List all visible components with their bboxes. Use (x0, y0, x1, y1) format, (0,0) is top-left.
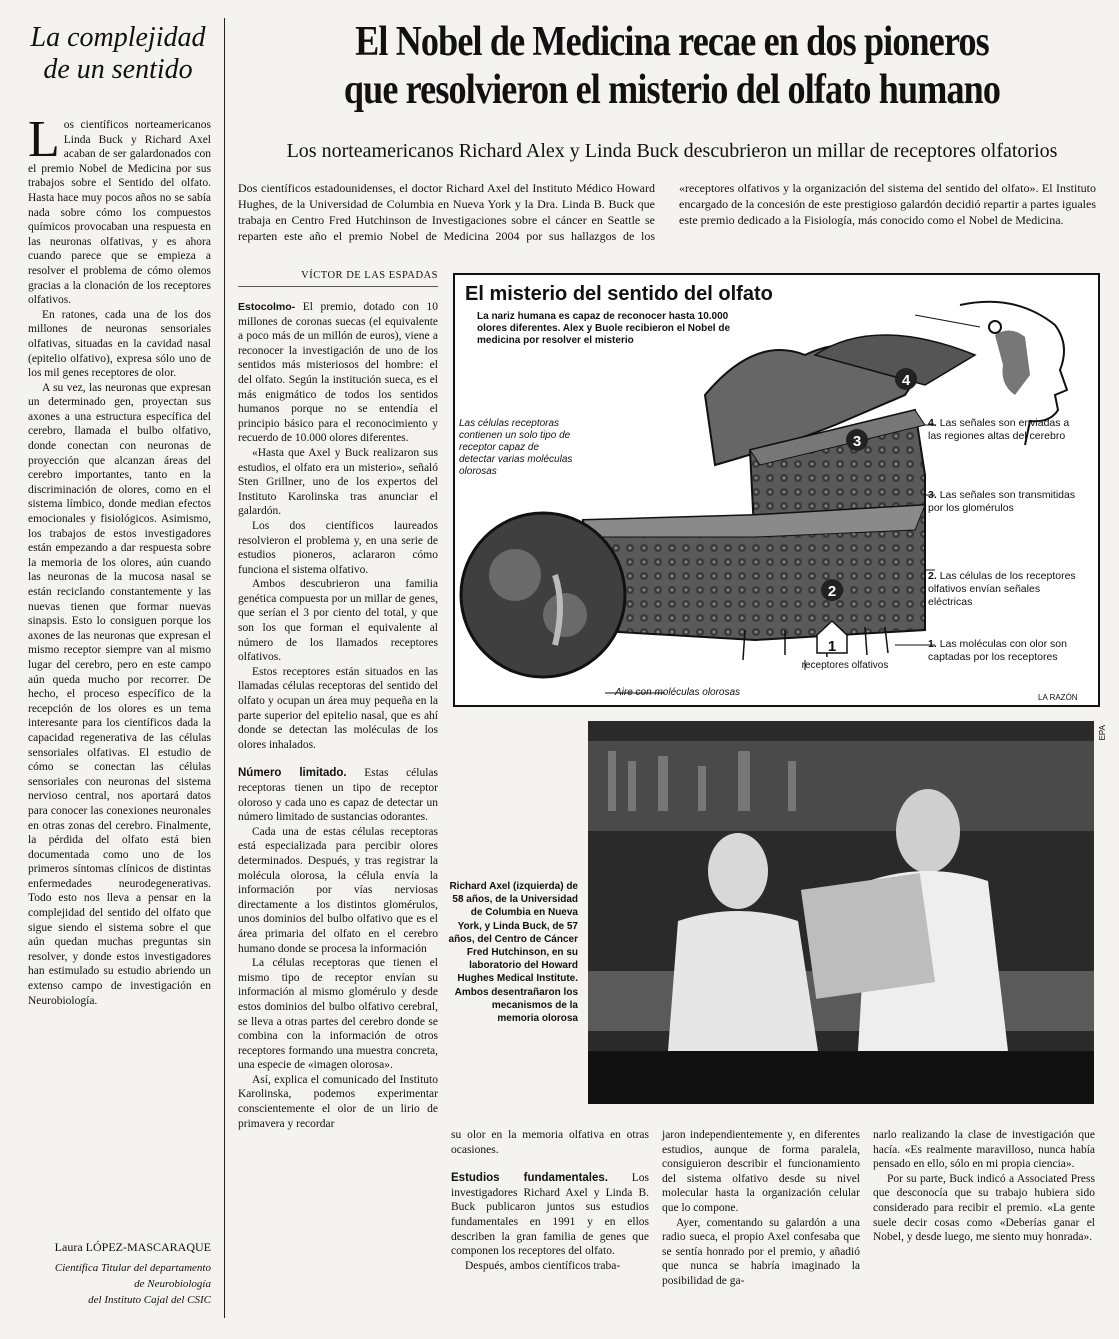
step-1-marker: 1 (827, 638, 837, 655)
headline (294, 18, 1051, 114)
infographic-cells-note: Las células receptoras contienen un solo tipo de receptor capaz de detectar varias moléculas olorosas (459, 418, 573, 477)
article-paragraph: Por su parte, Buck indicó a Associated Press que desconocía que su trabajo hubiera sido considerado para recibir el premio. «La gente suele decir cosas como «Deberías ganar el Nobel, y desde luego, me siento muy honrada». (873, 1172, 1095, 1244)
sidebar-paragraph: A su vez, las neuronas que expresan un determinado gen, proyectan sus axones a una estructura específica del cerebro, llamada el bulbo olfativo, donde conectan con neuronas de proyección que alcanzan áreas del cerebro importantes, tanto en la discriminación de olores, como en el sistema límbico, donde median efectos emocionales y fisiológicos. Asimismo, los trabajos de estos investigadores están empezando a dar respuesta sobre la memoria de los olores, aún cuando las neuronas de la mucosa nasal se están reciclando constantemente y las nuevas tienen que formar nuevas sinapsis. Esto lo consiguen porque los axones de las neuronas que expresan el mismo receptor siempre van al mismo lugar del cerebro, pero en este campo aún queda mucho por recorrer. De hecho, el proceso específico de la recepción de los olores es un tema interesante para los científicos dada la capacidad regenerativa de las células sensoriales olfativas. El estudio de cómo se conectan las células sensoriales con neuronas del sistema nervioso central, nos aportará datos para conocer las conexiones neuronales en otras zonas del cerebro. Finalmente, la pérdida del olfato está bien documentada como uno de los primeros síntomas clínicos de distintas enfermedades neurodegenerativas. Todo esto nos lleva a pensar en la complejidad del sentido del olfato que sigue siendo el sistema sobre el que aún quedan muchas preguntas sin resolver, y donde estos investigadores han estimulado su estudio abriendo un extenso campo de investigación en Neurobiología. (28, 381, 211, 1007)
article-paragraph: su olor en la memoria olfativa en otras ocasiones. (451, 1129, 649, 1156)
sidebar-paragraph: os científicos norteamericanos Linda Buck y Richard Axel acaban de ser galardonados con el premio Nobel de Medicina por sus trabajos sobre el Sentido del olfato. Hasta hace muy pocos años no se sabía nada sobre cómo los compuestos químicos provocaban una respuesta en las neuronas olfativas, y es ahora cuando parece que se empieza a resolver el problema de cómo olemos gracias a la clonación de los receptores olfativos. (28, 119, 211, 307)
article-paragraph: La células receptoras que tienen el mismo tipo de receptor envían su información al mismo glomérulo y desde estos dominios del bulbo olfativo cerebral, se lleva a otras partes del cerebro donde se combina con la información de otros receptores formando una muestra concreta, una especie de «imagen olorosa». (238, 957, 438, 1072)
infographic-credit: LA RAZÓN (1038, 693, 1078, 702)
article-paragraph: narlo realizando la clase de investigación que hacía. «Es realmente maravilloso, nunca había pensado en ello, sólo en mi propia ciencia». (873, 1129, 1095, 1171)
article-paragraph: Estas células receptoras tienen un tipo de receptor oloroso y cada uno es capaz de detectar un número limitado de sustancias odorantes. (238, 767, 438, 824)
step-text: Las señales son transmitidas por los glomérulos (928, 489, 1076, 514)
article-paragraph: Ayer, comentando su galardón a una radio sueca, el propio Axel confesaba que se sentía honrado por el premio, y añadió que nunca se habría imaginado la posibilidad de ga- (662, 1216, 860, 1287)
infographic-step-2 (928, 570, 1078, 609)
article-column-1 (238, 300, 438, 1131)
article-paragraph: Ambos descubrieron una familia genética compuesta por un millar de genes, que serían el 3 por ciento del total, y que son los que forman el equivalente al número de los llamados receptores olfativos. (238, 578, 438, 664)
step-number: 3. (928, 489, 937, 501)
article-paragraph: Los dos científicos laureados resolvieron el problema y, en una serie de estudios pioneros, aclararon cómo funciona el sistema olfativo. (238, 519, 438, 576)
infographic (453, 273, 1100, 707)
subheading: Número limitado. (238, 767, 347, 780)
article-paragraph: jaron independientemente y, en diferentes estudios, aunque de forma paralela, consiguieron describir el funcionamiento del sistema olfativo desde su nivel molecular hasta la organización celular que lo compone. (662, 1129, 860, 1214)
infographic-receptors-label: receptores olfativos (801, 660, 889, 671)
step-3-marker: 3 (852, 433, 862, 450)
author-role-line: del Instituto Cajal del CSIC (88, 1294, 211, 1306)
column-divider (224, 18, 225, 1318)
sidebar-title: La complejidad de un sentido (30, 22, 206, 85)
step-2-marker: 2 (827, 583, 837, 600)
article-column-4 (873, 1128, 1095, 1245)
infographic-subtitle: La nariz humana es capaz de reconocer hasta 10.000 olores diferentes. Alex y Buole recibieron el Nobel de medicina por resolver el misterio (477, 311, 731, 346)
subheading: Estudios fundamentales. (451, 1172, 608, 1185)
author-role-line: de Neurobiología (134, 1278, 211, 1290)
infographic-step-3 (928, 489, 1078, 515)
infographic-step-4 (928, 417, 1078, 443)
sidebar-author: Laura LÓPEZ-MASCARAQUE (54, 1240, 211, 1254)
step-text: Las células de los receptores olfativos envían señales eléctricas (928, 570, 1076, 608)
infographic-step-1 (928, 638, 1078, 664)
article-column-3 (662, 1128, 860, 1289)
deck: Los norteamericanos Richard Alex y Linda Buck descubrieron un millar de receptores olfatorios (286, 140, 1058, 162)
drop-cap: L (28, 111, 60, 168)
step-number: 1. (928, 638, 937, 650)
dateline: Estocolmo- (238, 301, 296, 313)
headline-line: que resolvieron el misterio del olfato humano (343, 67, 1001, 113)
step-text: Las señales son enviadas a las regiones altas del cerebro (928, 417, 1070, 442)
sidebar-body (28, 111, 211, 1008)
photo-credit: EPA (1098, 725, 1107, 741)
article-paragraph: El premio, dotado con 10 millones de coronas suecas (el equivalente a poco más de un millón de euros), viene a reconocer la investigación de uno de los sentidos más misteriosos del hombre: el del olfato. Según la institución sueca, es el más enigmático de todos los sentidos humanos porque no se entendía el principio básico para el reconocimiento y recuerdo de 10.000 olores diferentes. (238, 301, 438, 445)
author-role-line: Científica Titular del departamento (54, 1262, 211, 1274)
article-paragraph: Cada una de estas células receptoras está especializada para percibir olores determinados. Después, y tras registrar la molécula olorosa, la célula envía la información por vías nerviosas directamente a los distintos glomérulos, unos dominios del bulbo olfativo que es el área primaria del olfato en el cerebro humano donde se procesa la información (238, 825, 438, 955)
step-number: 2. (928, 570, 937, 582)
article-paragraph: «Hasta que Axel y Buck realizaron sus estudios, el olfato era un misterio», señaló Sten Grillner, uno de los expertos del Instituto Karolinska tras anunciar el galardón. (238, 446, 438, 518)
lab-photo-image (588, 721, 1094, 1104)
sidebar-author-role (28, 1260, 211, 1308)
sidebar-paragraph: En ratones, cada una de los dos millones de neuronas sensoriales olfativas, situadas en la cavidad nasal (epitelio olfativo), expresa sólo uno de los mil genes receptores de olor. (28, 308, 211, 380)
infographic-air-label: Aire con moléculas olorosas (615, 687, 741, 698)
lab-photo (588, 721, 1094, 1104)
headline-line: El Nobel de Medicina recae en dos pioneros (355, 19, 989, 65)
magnified-cell-icon (461, 513, 625, 677)
article-paragraph: Después, ambos científicos traba- (465, 1259, 621, 1272)
step-text: Las moléculas con olor son captadas por los receptores (928, 638, 1067, 663)
byline-rule (238, 286, 438, 287)
infographic-title: El misterio del sentido del olfato (465, 283, 773, 305)
intro-paragraph: Dos científicos estadounidenses, el doctor Richard Axel del Instituto Médico Howard Hughes, de la Universidad de Columbia en Nueva York y la Dra. Linda B. Buck que trabaja en Centro Fred Hutchinson de Investigaciones sobre el cáncer en Seattle se reparten este año el premio Nobel de Medicina 2004 por sus hallazgos de los «receptores olfativos y la organización del sistema del sentido del olfato». El Instituto encargado de la concesión de este prestigioso galardón decidió repartir a partes iguales este premio dedicado a la Fisiología, más conocido como el Nobel de Medicina. (238, 181, 1096, 243)
photo-caption: Richard Axel (izquierda) de 58 años, de la Universidad de Columbia en Nueva York, y Linda Buck, de 57 años, del Centro de Cáncer Fred Hutchinson, en su laboratorio del Howard Hughes Medical Institute. Ambos desentrañaron los mecanismos de la memoria olorosa (448, 881, 578, 1025)
article-paragraph: Los investigadores Richard Axel y Linda B. Buck publicaron juntos sus estudios fundamentales en 1991 y en ellos describen la gran familia de genes que componen los receptores del olfato. (451, 1172, 650, 1258)
article-paragraph: Así, explica el comunicado del Instituto Karolinska, podemos experimentar conscientemente el olor de un lirio de primavera y recordar (238, 1073, 438, 1130)
byline: VÍCTOR DE LAS ESPADAS (301, 270, 438, 281)
step-number: 4. (928, 417, 937, 429)
article-column-2 (451, 1128, 649, 1273)
article-paragraph: Estos receptores están situados en las llamadas células receptoras del sentido del olfato y ocupan un área muy pequeña en la parte superior del epitelio nasal, que es ahí donde se detectan las moléculas de los olores inhalados. (238, 665, 438, 751)
step-4-marker: 4 (901, 372, 911, 389)
